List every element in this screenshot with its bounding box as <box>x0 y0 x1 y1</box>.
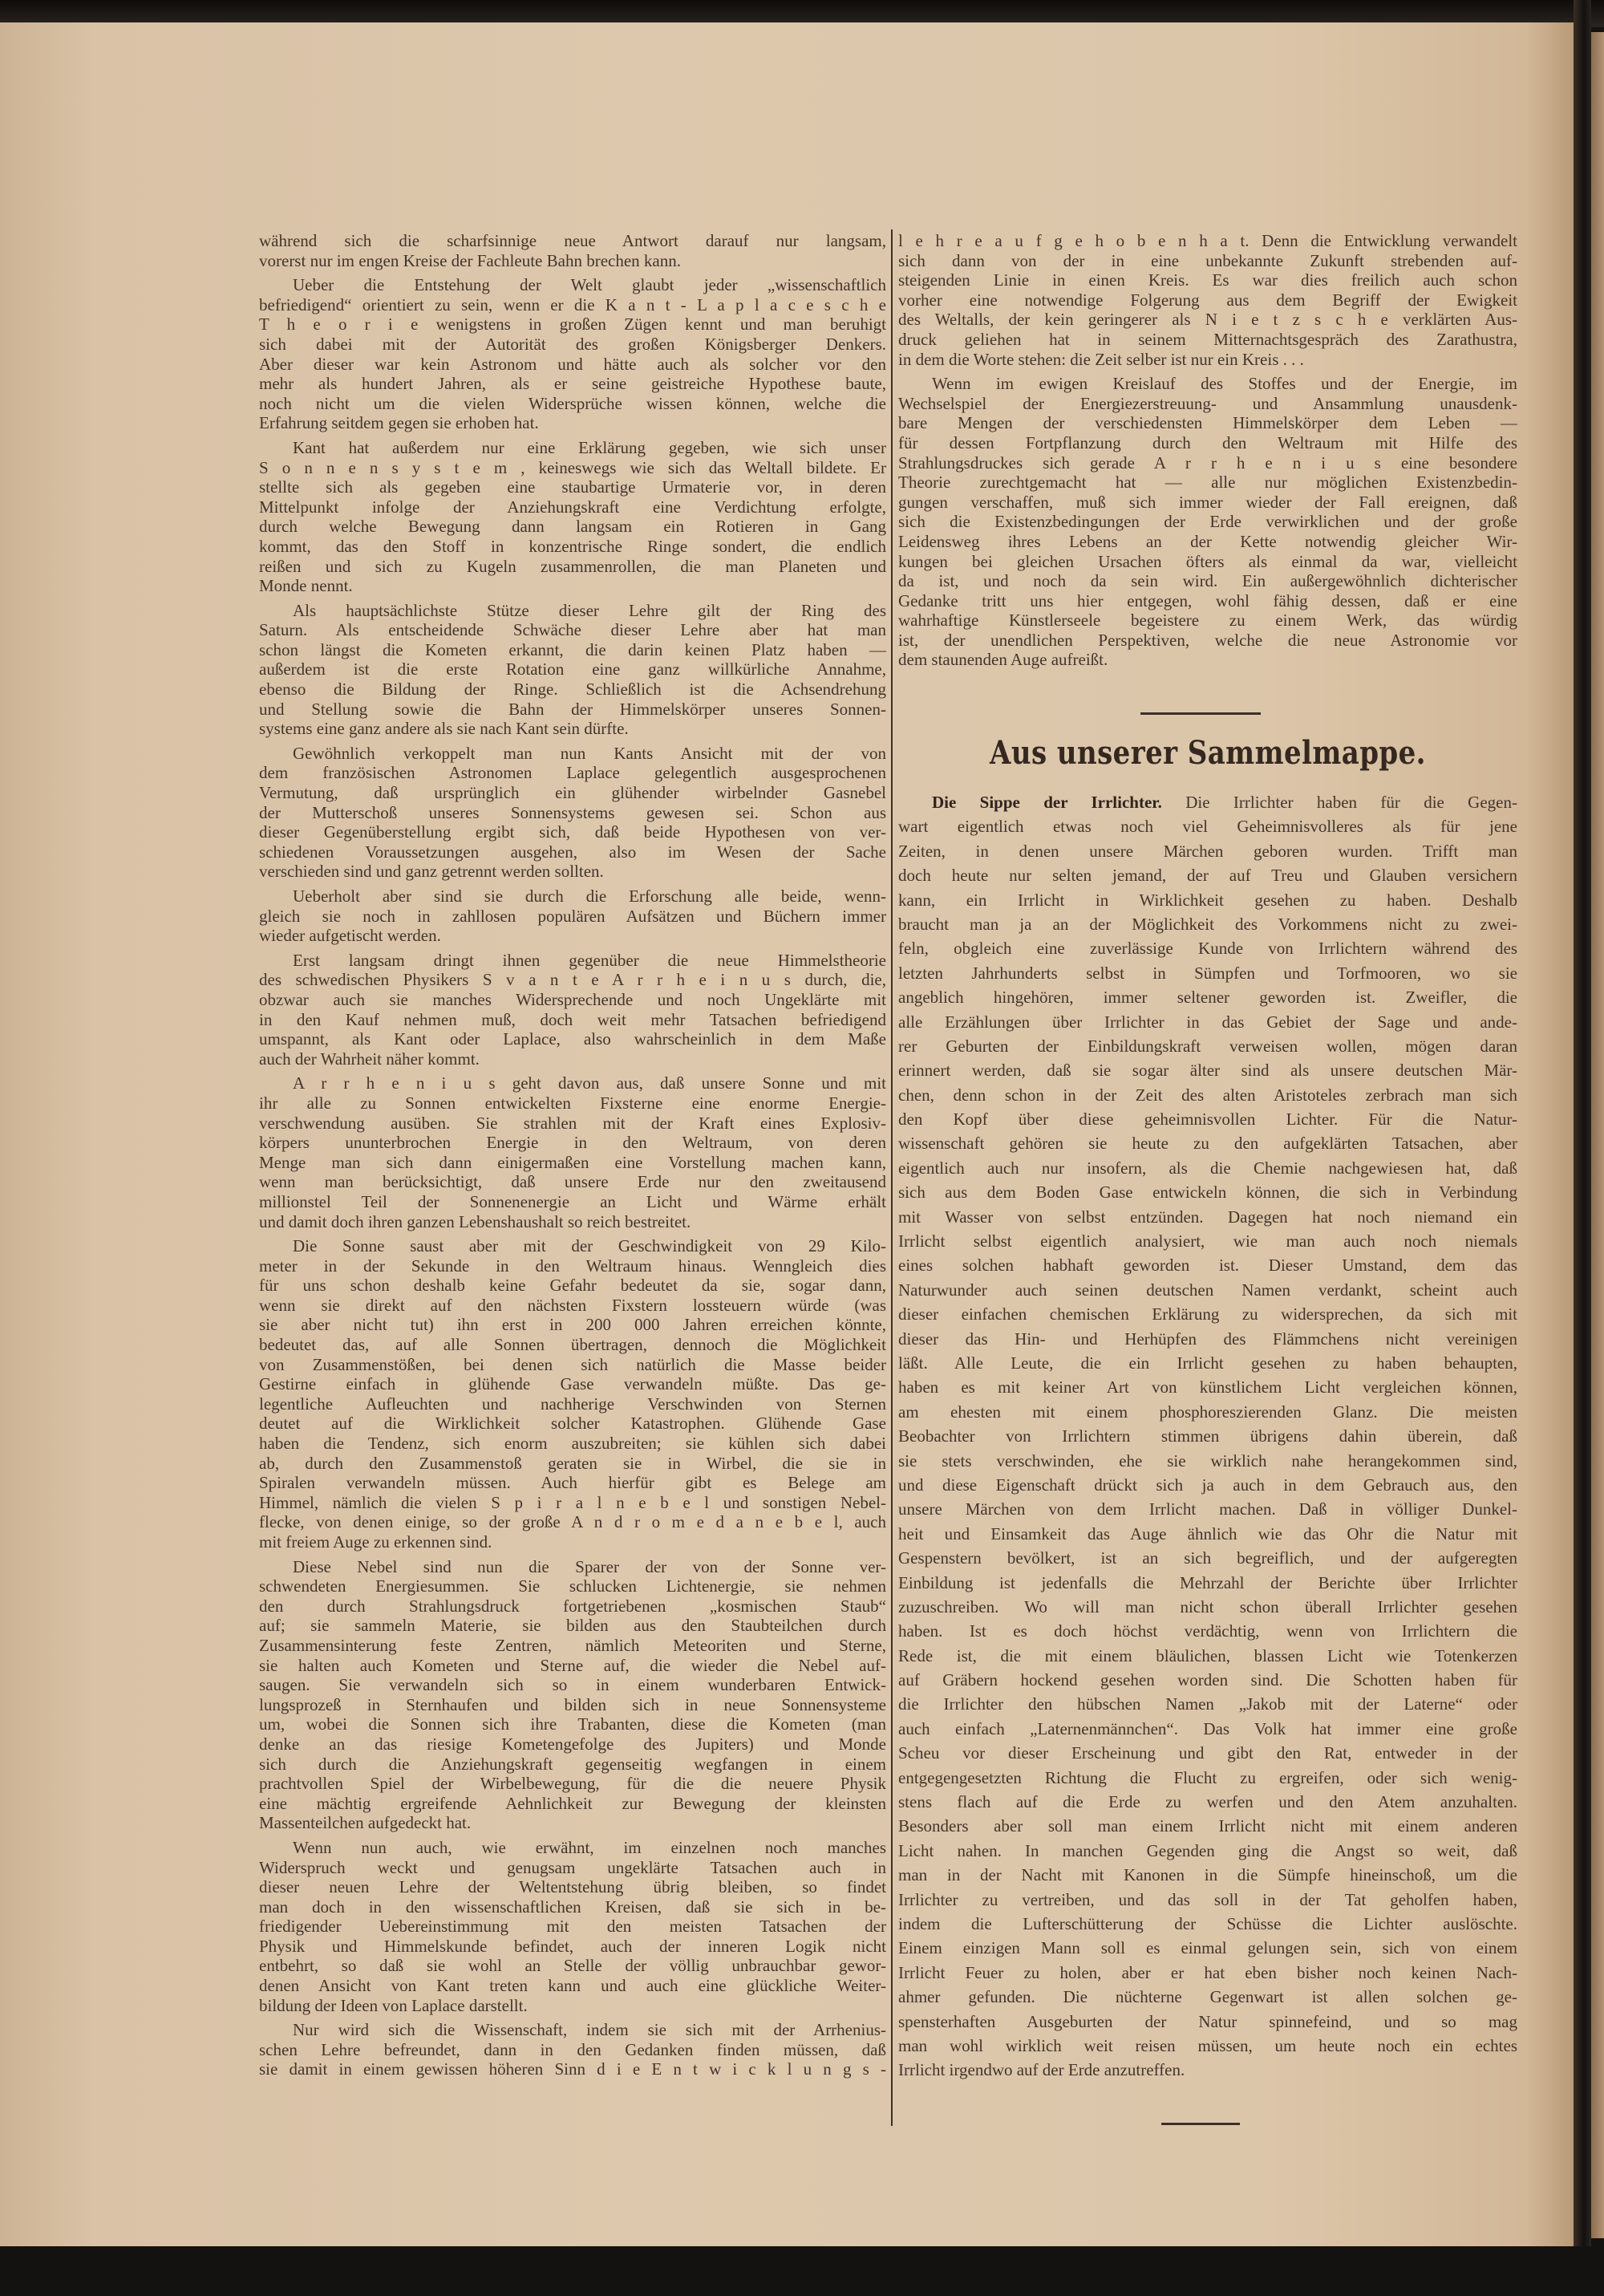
text-line: für uns schon deshalb keine Gefahr bedeutet da sie, sogar dann, <box>259 1276 886 1296</box>
text-line: rer Geburten der Einbildungskraft verweisen wollen, mögen daran <box>898 1036 1517 1056</box>
text-line: Besonders aber soll man einem Irrlicht nicht mit einem anderen <box>898 1816 1517 1836</box>
text-line: Theorie zurechtgemacht hat — alle nur möglichen Existenzbedin- <box>898 473 1517 493</box>
text-line: sich die Existenzbedingungen der Erde verwirklichen und der große <box>898 512 1517 532</box>
text-line: am ehesten mit einem phosphoreszierenden Glanz. Die meisten <box>898 1402 1517 1422</box>
text-line: da ist, und noch da sein wird. Ein außergewöhnlich dichterischer <box>898 571 1517 591</box>
text-line: Strahlungsdruckes sich gerade A r r h e n i u s eine besondere <box>898 452 1517 473</box>
paragraph <box>259 886 886 946</box>
text-line: auch einfach „Laternenmännchen“. Das Volk hat immer eine große <box>898 1718 1517 1738</box>
text-line: vorerst nur im engen Kreise der Fachleute Bahn brechen kann. <box>259 250 681 270</box>
text-line: vorher eine notwendige Folgerung aus dem Begriff der Ewigkeit <box>898 290 1517 310</box>
text-line: friedigender Uebereinstimmung mit den meisten Tatsachen der <box>259 1917 886 1937</box>
text-line: Scheu vor dieser Erscheinung und gibt den Rat, entweder in der <box>898 1743 1517 1763</box>
text-line: Irrlichter zu vertreiben, und das soll in der Tat geholfen haben, <box>898 1889 1517 1909</box>
paragraph <box>259 2020 886 2079</box>
text-line: prachtvollen Spiel der Wirbelbewegung, für die die neuere Physik <box>259 1774 886 1794</box>
text-line: indem die Lufterschütterung der Schüsse die Lichter auslöschte. <box>898 1913 1517 1933</box>
text-line: mit freiem Auge zu erkennen sind. <box>259 1532 492 1552</box>
text-line: Naturwunder auch seinen deutschen Namen verdankt, scheint auch <box>898 1280 1517 1300</box>
text-line: um, wobei die Sonnen sich ihre Trabanten, diese die Kometen (man <box>259 1714 886 1734</box>
text-line: kann, ein Irrlicht in Wirklichkeit gesehen zu haben. Deshalb <box>898 890 1517 910</box>
text-line: ist, der unendlichen Perspektiven, welche die neue Astronomie vor <box>898 630 1517 650</box>
text-line: die Irrlichter den hübschen Namen „Jakob mit der Laterne“ oder <box>898 1694 1517 1714</box>
text-line: in dem die Worte stehen: die Zeit selber ist nur ein Kreis . . . <box>898 349 1304 369</box>
text-line: Leidensweg ihres Lebens an der Kette notwendig gleicher Wir- <box>898 531 1517 551</box>
text-line: stens flach auf die Erde zu werfen und den Atem anzuhalten. <box>898 1792 1517 1812</box>
text-line: während sich die scharfsinnige neue Antwort darauf nur langsam, <box>259 231 886 250</box>
text-line: den durch Strahlungsdruck fortgetriebenen „kosmischen Staub“ <box>259 1596 886 1616</box>
text-line: Rede ist, die mit einem bläulichen, blassen Licht wie Totenkerzen <box>898 1645 1517 1665</box>
text-line: Irrlicht irgendwo auf der Erde anzutreffen. <box>898 2060 1185 2080</box>
text-line: Ueberholt aber sind sie durch die Erforschung alle beide, wenn- <box>293 886 886 906</box>
paragraph <box>259 1073 886 1231</box>
text-line: wissenschaft gehören sie heute zu den aufgeklärten Tatsachen, aber <box>898 1134 1517 1154</box>
text-line: sich aus dem Boden Gase entwickeln können, die sich in Verbindung <box>898 1182 1517 1203</box>
text-line: Licht nahen. In manchen Gegenden ging die Angst so weit, daß <box>898 1840 1517 1860</box>
text-line: man doch in den wissenschaftlichen Kreisen, daß sie sich in be- <box>259 1896 886 1917</box>
text-line: millionstel Teil der Sonnenenergie an Licht und Wärme erhält <box>259 1191 886 1211</box>
text-line: denke an das riesige Kometengefolge des Jupiters) und Monde <box>259 1734 886 1754</box>
text-line: mit Wasser von selbst entzünden. Dagegen hat noch niemand ein <box>898 1207 1517 1227</box>
paragraph <box>259 951 886 1069</box>
text-line: Gewöhnlich verkoppelt man nun Kants Ansicht mit der von <box>293 743 886 763</box>
text-line: Beobachter von Irrlichtern stimmen übrigens dahin überein, daß <box>898 1426 1517 1446</box>
paragraph <box>259 601 886 739</box>
text-line: stellte sich als gegeben eine staubartige Urmaterie vor, in deren <box>259 477 886 497</box>
text-line: schiedenen Voraussetzungen ausgehen, also im Wesen der Sache <box>259 842 886 862</box>
text-line: Gestirne einfach in glühende Gase verwandeln müßte. Das ge- <box>259 1374 886 1394</box>
text-line: Einbildung ist jedenfalls die Mehrzahl der Berichte über Irrlichter <box>898 1572 1517 1592</box>
text-line: Aber dieser war kein Astronom und hätte auch als solcher vor den <box>259 354 886 374</box>
text-line: A r r h e n i u s geht davon aus, daß unsere Sonne und mit <box>293 1073 886 1093</box>
text-line: eigentlich auch nur insofern, als die Chemie nachgewiesen hat, daß <box>898 1158 1517 1178</box>
text-line: systems eine ganz andere als sie nach Kant sein dürfte. <box>259 719 629 739</box>
text-line: flecke, von denen einige, so der große A n d r o m e d a n e b e l, auch <box>259 1512 886 1532</box>
text-line: steigenden Linie in einen Kreis. Es war dies freilich auch schon <box>898 270 1517 290</box>
text-line: ab, durch den Zusammenstoß geraten sie in Wirbel, die sie in <box>259 1453 886 1473</box>
right-column-article <box>898 790 1517 2087</box>
text-line: gungen verschaffen, muß sich immer wieder der Fall ereignen, daß <box>898 492 1517 512</box>
next-page-edge <box>1591 32 1604 2238</box>
text-line: Zeiten, in denen unsere Märchen geboren wurden. Trifft man <box>898 841 1517 861</box>
text-line: ebenso die Bildung der Ringe. Schließlich ist die Achsendrehung <box>259 679 886 700</box>
text-line: befriedigend“ orientiert zu sein, wenn er die K a n t - L a p l a c e s c h e <box>259 294 886 314</box>
left-column <box>259 231 886 2084</box>
text-line: dieser neuen Lehre der Weltentstehung übrig bleiben, so findet <box>259 1877 886 1897</box>
text-line: schwendeten Energiesummen. Sie schlucken Lichtenergie, sie nehmen <box>259 1576 886 1596</box>
text-line: Gedanke tritt uns hier entgegen, wohl fähig dessen, daß er eine <box>898 590 1517 611</box>
paragraph <box>259 1838 886 2015</box>
text-line: auch der Wahrheit näher kommt. <box>259 1049 480 1069</box>
text-line: feln, obgleich eine zuverlässige Kunde von Irrlichtern während des <box>898 939 1517 959</box>
text-line: Saturn. Als entscheidende Schwäche dieser Lehre aber hat man <box>259 620 886 640</box>
text-line: man wohl wirklich weit reisen müssen, um heute noch ein echtes <box>898 2035 1517 2055</box>
text-line: verschieden sind und ganz getrennt werden sollten. <box>259 862 604 882</box>
text-line: alle Erzählungen über Irrlichter in das Gebiet der Sage und ande- <box>898 1012 1517 1032</box>
text-line: Physik und Himmelskunde befindet, auch der inneren Logik nicht <box>259 1936 886 1956</box>
text-line: schon längst die Kometen erkannt, die darin keinen Platz haben — <box>259 639 886 659</box>
text-line: meter in der Sekunde in den Weltraum hinaus. Wenngleich dies <box>259 1255 886 1276</box>
text-line: für dessen Fortpflanzung durch den Weltraum mit Hilfe des <box>898 432 1517 452</box>
text-line: doch heute nur selten jemand, der auf Treu und Glauben versichern <box>898 866 1517 886</box>
text-line: druck geliehen hat in seinem Mitternachtsgespräch des Zarathustra, <box>898 329 1517 349</box>
paragraph <box>898 790 1517 2083</box>
text-line: dem französischen Astronomen Laplace gelegentlich ausgesprochenen <box>259 763 886 783</box>
text-line: eines solchen habhaft geworden ist. Dieser Umstand, dem das <box>898 1255 1517 1276</box>
text-line: den Kopf über diese geheimnisvollen Lichter. Für die Natur- <box>898 1109 1517 1130</box>
text-line: spensterhaften Ausgeburten der Natur spinnefeind, und so mag <box>898 2011 1517 2031</box>
text-line: wart eigentlich etwas noch viel Geheimnisvolleres als für jene <box>898 817 1517 837</box>
text-line: haben es mit keiner Art von künstlichem Licht vergleichen können, <box>898 1377 1517 1397</box>
text-line: gleich sie noch in zahllosen populären Aufsätzen und Büchern immer <box>259 906 886 926</box>
text-line: lungsprozeß in Sternhaufen und bilden sich in neue Sonnensysteme <box>259 1694 886 1714</box>
paragraph <box>898 374 1517 670</box>
text-line: Wechselspiel der Energiezerstreuung- und Ansammlung unausdenk- <box>898 393 1517 413</box>
text-line: Gespenstern bevölkert, ist an sich begreiflich, und der aufgeregten <box>898 1548 1517 1568</box>
text-line: läßt. Alle Leute, die ein Irrlicht gesehen zu haben behaupten, <box>898 1353 1517 1373</box>
text-line: eine mächtig ergreifende Aehnlichkeit zur Bewegung der kleinsten <box>259 1793 886 1813</box>
text-line: kungen bei gleichen Ursachen öfters als einmal da war, vielleicht <box>898 551 1517 571</box>
text-line: der Mutterschoß unseres Sonnensystems gewesen sei. Schon aus <box>259 802 886 822</box>
section-divider <box>1140 712 1261 715</box>
text-line: entbehrt, so daß sie wohl an Stelle der völlig unbrauchbar gewor- <box>259 1956 886 1976</box>
text-line: körpers ununterbrochen Energie in den Weltraum, von deren <box>259 1133 886 1153</box>
text-line: Diese Nebel sind nun die Sparer der von der Sonne ver- <box>293 1556 886 1576</box>
text-line: S o n n e n s y s t e m , keineswegs wie sich das Weltall bildete. Er <box>259 457 886 477</box>
text-line: unsere Märchen von dem Irrlicht machen. Daß in völliger Dunkel- <box>898 1499 1517 1519</box>
text-line: Spiralen verwandeln müssen. Auch hierfür gibt es Belege am <box>259 1473 886 1493</box>
text-line: obzwar auch sie manches Widersprechende und noch Ungeklärte mit <box>259 989 886 1009</box>
text-line: deutet auf die Wirklichkeit solcher Katastrophen. Glühende Gase <box>259 1414 886 1434</box>
text-line: auf; sie sammeln Materie, sie bilden aus den Staubteilchen durch <box>259 1616 886 1636</box>
article-title: Die Sippe der Irrlichter. <box>932 793 1162 812</box>
paragraph <box>898 231 1517 369</box>
text-line: sie halten auch Kometen und Sterne auf, die wieder die Nebel auf- <box>259 1655 886 1675</box>
text-line: bildung der Ideen von Laplace darstellt. <box>259 1995 528 2015</box>
text-line: des Weltalls, der kein geringerer als N i e t z s c h e verklärten Aus- <box>898 310 1517 330</box>
text-line: auf Gräbern hockend gesehen worden sind. Die Schotten haben für <box>898 1670 1517 1690</box>
paragraph <box>259 1236 886 1552</box>
text-line: dieser einfachen chemischen Erklärung zu widersprechen, da sich mit <box>898 1304 1517 1324</box>
text-line: Als hauptsächlichste Stütze dieser Lehre gilt der Ring des <box>293 600 886 620</box>
scan-bottom-edge <box>0 2246 1604 2296</box>
text-line: und diese Eigenschaft drückt sich ja auch in dem Gebrauch aus, den <box>898 1475 1517 1495</box>
text-line: l e h r e a u f g e h o b e n h a t. Denn die Entwicklung verwandelt <box>898 231 1517 250</box>
text-line: noch nicht um die vielen Widersprüche wissen können, welche die <box>259 393 886 413</box>
text-line: außerdem ist die erste Rotation eine ganz willkürliche Annahme, <box>259 659 886 679</box>
text-line: sich durch die Anziehungskraft gegenseitig wegfangen in einem <box>259 1754 886 1774</box>
text-line: Zusammensinterung feste Zentren, nämlich Meteoriten und Sterne, <box>259 1635 886 1655</box>
text-line: Einem einzigen Mann soll es einmal gelungen sein, sich von einem <box>898 1938 1517 1958</box>
text-line: chen, denn schon in der Zeit des alten Aristoteles zerbrach man sich <box>898 1085 1517 1105</box>
text-line: wahrhaftige Künstlerseele begeistere zu einem Werk, das würdig <box>898 611 1517 631</box>
right-column-top <box>898 231 1517 675</box>
text-line: legentliche Aufleuchten und nachherige Verschwinden von Sternen <box>259 1393 886 1414</box>
text-line: sich dann von der in eine unbekannte Zukunft strebenden auf- <box>898 250 1517 270</box>
text-line: zuzuschreiben. Wo will man nicht schon überall Irrlichter gesehen <box>898 1596 1517 1617</box>
text-line: mehr als hundert Jahren, als er seine geistreiche Hypothese baute, <box>259 374 886 394</box>
text-line: angeblich hingehören, immer seltener geworden ist. Zweifler, die <box>898 988 1517 1008</box>
text-line: dem staunenden Auge aufreißt. <box>898 650 1108 670</box>
text-line: durch welche Bewegung dann langsam ein Rotieren in Gang <box>259 517 886 537</box>
text-line: denen Ansicht von Kant treten kann und auch eine glückliche Weiter- <box>259 1976 886 1996</box>
paragraph <box>259 438 886 596</box>
text-line: haben die Tendenz, sich enorm auszubreiten; sie kühlen sich dabei <box>259 1434 886 1454</box>
article-end-divider <box>1161 2123 1240 2125</box>
text-line: Kant hat außerdem nur eine Erklärung gegeben, wie sich unser <box>293 437 886 457</box>
text-line: Mittelpunkt infolge der Anziehungskraft eine Verdichtung erfolgte, <box>259 497 886 517</box>
text-line: bare Mengen der verschiedensten Himmelskörper dem Leben — <box>898 413 1517 433</box>
text-line: von Zusammenstößen, bei denen sich natürlich die Masse beider <box>259 1354 886 1374</box>
text-line: sie damit in einem gewissen höheren Sinn d i e E n t w i c k l u n g s - <box>259 2059 886 2079</box>
section-heading: Aus unserer Sammelmappe. <box>990 734 1426 772</box>
text-line: reißen und sich zu Kugeln zusammenrollen, die man Planeten und <box>259 556 886 576</box>
text-line: sich dabei mit der Autorität des großen Königsberger Denkers. <box>259 334 886 354</box>
text-line: des schwedischen Physikers S v a n t e A r r h e i n u s durch, die, <box>259 970 886 990</box>
text-line: Wenn nun auch, wie erwähnt, im einzelnen noch manches <box>293 1837 886 1857</box>
text-line: saugen. Sie verwandeln sich so in einem wunderbaren Entwick- <box>259 1675 886 1695</box>
text-line: Monde nennt. <box>259 576 353 596</box>
text-line: Erfahrung seitdem gegen sie erhoben hat. <box>259 413 539 433</box>
text-line: dieser das Hin- und Herhüpfen des Flämmchens nicht vereinigen <box>898 1329 1517 1349</box>
text-line: in den Kauf nehmen muß, doch weit mehr Tatsachen befriedigend <box>259 1009 886 1029</box>
text-line: haben. Ist es doch höchst verdächtig, wenn von Irrlichtern die <box>898 1621 1517 1641</box>
text-line: Menge man sich dann einigermaßen eine Vorstellung machen kann, <box>259 1152 886 1172</box>
text-line: umspannt, als Kant oder Laplace, also wahrscheinlich in dem Maße <box>259 1029 886 1049</box>
text-line: letzten Jahrhunderts selbst in Sümpfen und Torfmooren, wo sie <box>898 963 1517 983</box>
text-line: und damit doch ihren ganzen Lebenshaushalt so reich bestreitet. <box>259 1211 691 1231</box>
book-binding <box>1574 0 1591 2296</box>
text-line: Widerspruch weckt und genugsam ungeklärte Tatsachen auch in <box>259 1857 886 1877</box>
text-line: heit und Einsamkeit das Auge ähnlich wie das Ohr die Natur mit <box>898 1523 1517 1544</box>
paragraph <box>259 275 886 433</box>
paragraph <box>259 1557 886 1833</box>
text-line: erinnert werden, daß sie sogar älter sind als unsere deutschen Mär- <box>898 1061 1517 1081</box>
text-line: und Stellung sowie die Bahn der Himmelskörper unseres Sonnen- <box>259 699 886 719</box>
text-line: ahmer gefunden. Die nüchterne Gegenwart ist allen solchen ge- <box>898 1987 1517 2007</box>
text-line: Vermutung, daß ursprünglich ein glühender wirbelnder Gasnebel <box>259 783 886 803</box>
text-line: schen Lehre befreundet, dann in den Gedanken finden müssen, daß <box>259 2039 886 2059</box>
text-line: sie stets verschwinden, ehe sie wirklich nahe herangekommen sind, <box>898 1450 1517 1470</box>
text-line: Die Sonne saust aber mit der Geschwindigkeit von 29 Kilo- <box>293 1236 886 1256</box>
text-line: wenn sie direkt auf den nächsten Fixstern lossteuern würde (was <box>259 1295 886 1315</box>
text-line: dieser Gegenüberstellung ergibt sich, daß beide Hypothesen von ver- <box>259 822 886 842</box>
text-line: Wenn im ewigen Kreislauf des Stoffes und der Energie, im <box>932 374 1517 394</box>
text-line: braucht man ja an der Möglichkeit des Vorkommens nicht zu zwei- <box>898 914 1517 934</box>
text-line: verschwendung ausüben. Sie strahlen mit der Kraft eines Explosiv- <box>259 1113 886 1133</box>
text-line: T h e o r i e wenigstens in großen Zügen kennt und man beruhigt <box>259 314 886 335</box>
text-line: Massenteilchen aufgedeckt hat. <box>259 1813 472 1833</box>
text-line: kommt, das den Stoff in konzentrische Ringe sondert, die endlich <box>259 536 886 556</box>
text-line: wieder aufgetischt werden. <box>259 926 441 946</box>
column-rule <box>891 229 893 2126</box>
paragraph <box>259 231 886 270</box>
text-line: Nur wird sich die Wissenschaft, indem sie sich mit der Arrhenius- <box>293 2020 886 2040</box>
text-line: bedeutet das, auf alle Sonnen übertragen, dennoch die Möglichkeit <box>259 1335 886 1355</box>
text-line: Ueber die Entstehung der Welt glaubt jeder „wissenschaftlich <box>293 275 886 295</box>
text-line: wenn man berücksichtigt, daß unsere Erde nur den zweitausend <box>259 1172 886 1192</box>
text-line: sie aber nicht tut) ihn erst in 200 000 Jahren erreichen könnte, <box>259 1315 886 1335</box>
text-line: Irrlicht Feuer zu holen, aber er hat eben bisher noch keinen Nach- <box>898 1962 1517 1982</box>
text-line: Erst langsam dringt ihnen gegenüber die neue Himmelstheorie <box>293 950 886 970</box>
text-line: Irrlicht selbst eigentlich analysiert, wie man auch noch niemals <box>898 1231 1517 1251</box>
text-line: man in der Nacht mit Kanonen in die Sümpfe hineinschoß, um die <box>898 1865 1517 1885</box>
text-line: ihr alle zu Sonnen entwickelten Fixsterne eine enorme Energie- <box>259 1093 886 1113</box>
paragraph <box>259 744 886 882</box>
text-line: Himmel, nämlich die vielen S p i r a l n e b e l und sonstigen Nebel- <box>259 1492 886 1512</box>
text-line: Die Sippe der Irrlichter. Die Irrlichter haben für die Gegen- <box>932 793 1517 812</box>
text-line: entgegengesetzten Richtung die Flucht zu ergreifen, oder sich wenig- <box>898 1767 1517 1787</box>
